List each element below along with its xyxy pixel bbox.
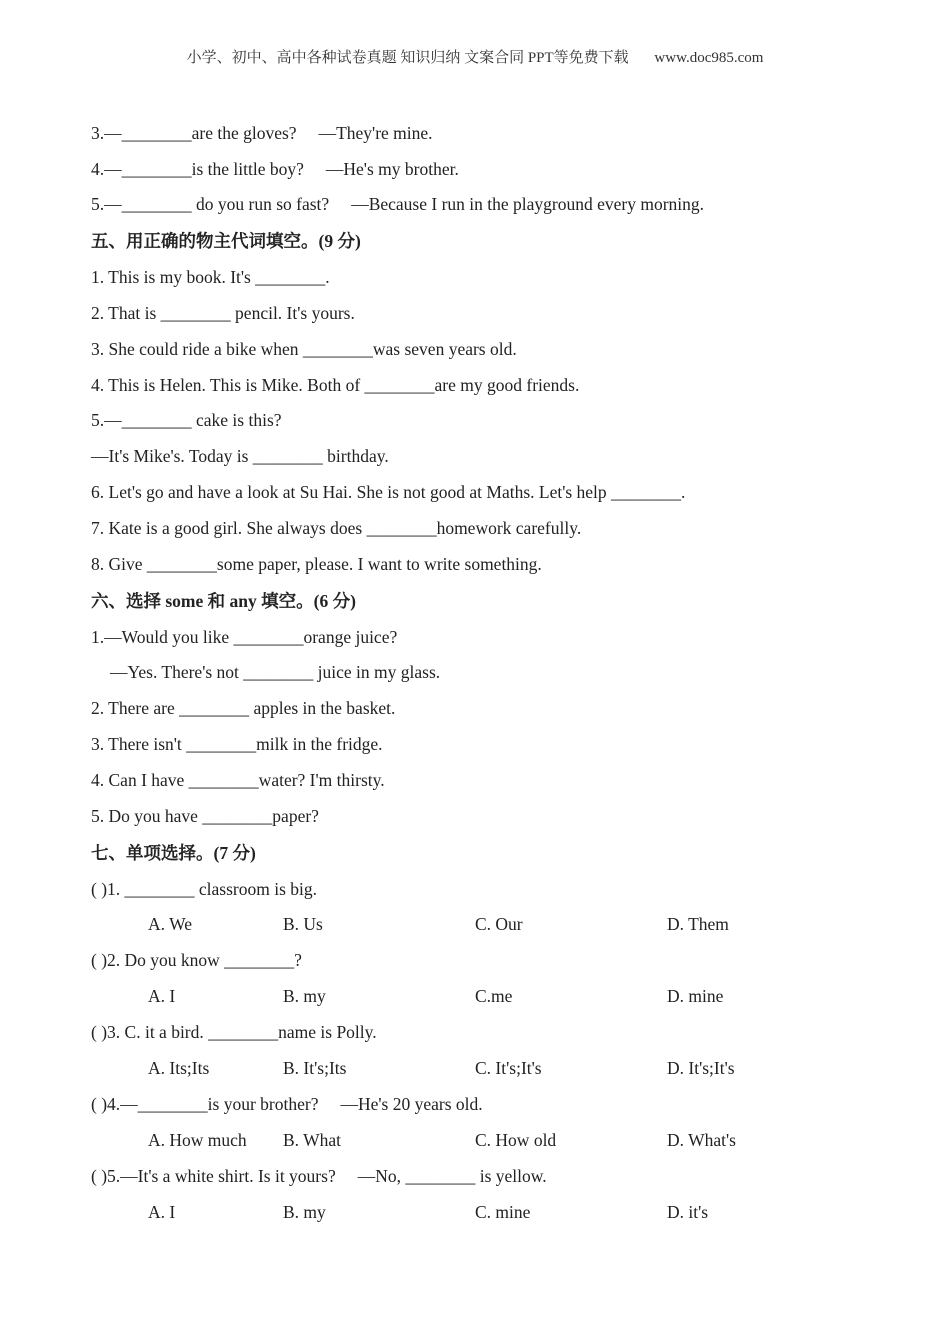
question-line: 1. This is my book. It's ________.	[91, 267, 330, 287]
option-b: B. my	[283, 1202, 326, 1222]
answer-blank[interactable]: ( )	[91, 1094, 108, 1114]
question-reply: —He's 20 years old.	[340, 1094, 483, 1114]
option-b: B. Us	[283, 914, 323, 934]
question-line	[91, 122, 433, 144]
option-a: A. We	[148, 914, 192, 934]
option-c: C. mine	[475, 1202, 531, 1222]
answer-blank[interactable]: ( )	[91, 1166, 108, 1186]
mc-question	[91, 878, 317, 900]
question-stem: 2. Do you know ________?	[107, 950, 302, 970]
section-title: 六、选择 some 和 any 填空。(6 分)	[91, 591, 356, 611]
header-url[interactable]: www.doc985.com	[654, 50, 764, 66]
question-text: 3.—________are the gloves?	[91, 123, 297, 143]
question-line: 8. Give ________some paper, please. I want to write something.	[91, 554, 542, 574]
option-d: D. Them	[667, 914, 729, 934]
section-title: 七、单项选择。(7 分)	[91, 843, 256, 863]
option-d: D. What's	[667, 1130, 736, 1150]
option-a: A. I	[148, 986, 176, 1006]
question-line: 2. There are ________ apples in the basket.	[91, 698, 396, 718]
question-line: 3. She could ride a bike when ________was seven years old.	[91, 339, 517, 359]
option-c: C. It's;It's	[475, 1058, 542, 1078]
mc-question	[91, 949, 302, 971]
option-c: C. How old	[475, 1130, 557, 1150]
question-line: 3. There isn't ________milk in the fridge.	[91, 734, 383, 754]
option-b: B. It's;Its	[283, 1058, 347, 1078]
option-a: A. I	[148, 1202, 176, 1222]
question-line	[91, 158, 459, 180]
question-line: 4. This is Helen. This is Mike. Both of ________are my good friends.	[91, 375, 580, 395]
question-line: —It's Mike's. Today is ________ birthday.	[91, 446, 389, 466]
option-d: D. It's;It's	[667, 1058, 735, 1078]
mc-question	[91, 1093, 483, 1115]
option-b: B. What	[283, 1130, 342, 1150]
answer-text: —He's my brother.	[325, 159, 459, 179]
question-line	[91, 193, 704, 215]
question-line: 6. Let's go and have a look at Su Hai. She is not good at Maths. Let's help ________.	[91, 482, 686, 502]
question-text: 4.—________is the little boy?	[91, 159, 304, 179]
question-stem: 4.—________is your brother?	[107, 1094, 319, 1114]
answer-blank[interactable]: ( )	[91, 879, 108, 899]
option-c: C. Our	[475, 914, 523, 934]
option-b: B. my	[283, 986, 326, 1006]
page-header	[0, 46, 950, 67]
mc-question	[91, 1021, 377, 1043]
answer-text: —Because I run in the playground every morning.	[351, 194, 705, 214]
answer-text: —They're mine.	[318, 123, 433, 143]
option-d: D. mine	[667, 986, 724, 1006]
question-line: 7. Kate is a good girl. She always does ________homework carefully.	[91, 518, 582, 538]
option-a: A. How much	[148, 1130, 247, 1150]
question-line: 2. That is ________ pencil. It's yours.	[91, 303, 355, 323]
question-line: 5.—________ cake is this?	[91, 410, 282, 430]
question-line: —Yes. There's not ________ juice in my glass.	[110, 662, 441, 682]
question-line: 1.—Would you like ________orange juice?	[91, 627, 398, 647]
question-stem: 1. ________ classroom is big.	[107, 879, 318, 899]
section-title: 五、用正确的物主代词填空。(9 分)	[91, 231, 361, 251]
option-c: C.me	[475, 986, 513, 1006]
question-stem: 3. C. it a bird. ________name is Polly.	[107, 1022, 377, 1042]
question-stem: 5.—It's a white shirt. Is it yours?	[107, 1166, 336, 1186]
answer-blank[interactable]: ( )	[91, 1022, 108, 1042]
header-text: 小学、初中、高中各种试卷真题 知识归纳 文案合同 PPT等免费下载	[186, 50, 629, 66]
answer-blank[interactable]: ( )	[91, 950, 108, 970]
question-reply: —No, ________ is yellow.	[357, 1166, 547, 1186]
question-line: 4. Can I have ________water? I'm thirsty.	[91, 770, 385, 790]
question-line: 5. Do you have ________paper?	[91, 806, 319, 826]
question-text: 5.—________ do you run so fast?	[91, 194, 330, 214]
mc-question	[91, 1165, 547, 1187]
option-a: A. Its;Its	[148, 1058, 210, 1078]
option-d: D. it's	[667, 1202, 709, 1222]
